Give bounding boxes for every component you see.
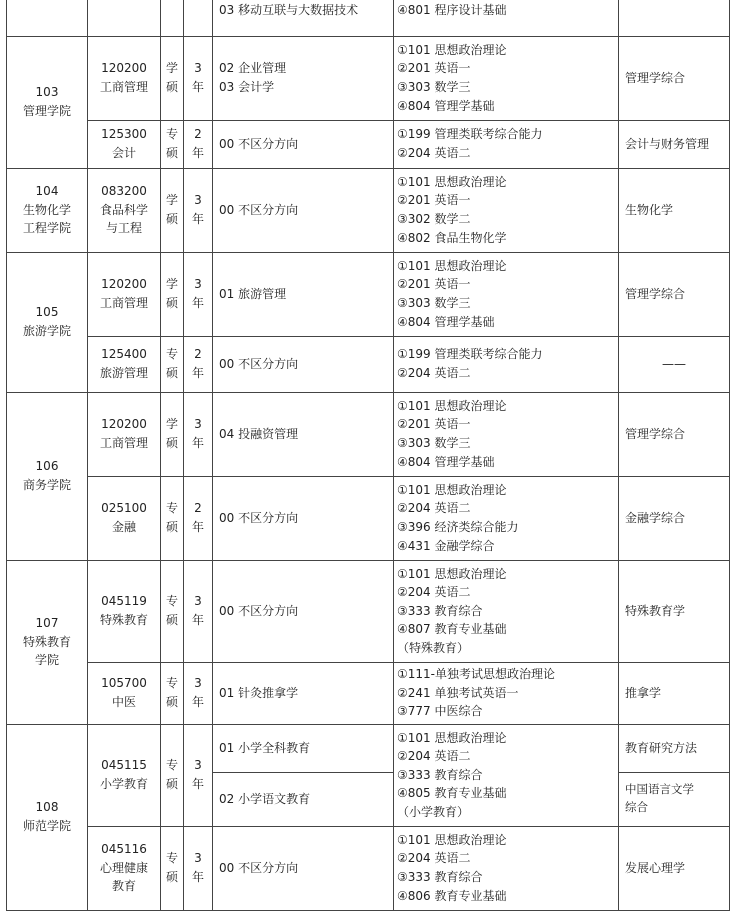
college-cell-line: 工程学院 xyxy=(22,221,71,236)
major-cell-line: 旅游管理 xyxy=(99,366,148,380)
exam-subjects-cell-line: ③303 数学三 xyxy=(397,80,471,94)
degree-type-cell xyxy=(161,560,184,662)
years-cell-line: 年 xyxy=(191,777,204,791)
college-cell xyxy=(7,252,88,392)
table-row xyxy=(7,0,730,36)
direction-cell xyxy=(213,168,394,252)
exam-subjects-cell xyxy=(394,560,619,662)
degree-type-cell xyxy=(161,392,184,476)
retest-subject-cell-line: 管理学综合 xyxy=(625,286,686,301)
retest-subject-cell xyxy=(619,336,730,392)
years-cell xyxy=(184,168,213,252)
college-cell-line: 特殊教育 xyxy=(22,634,71,649)
college-cell xyxy=(7,168,88,252)
direction-cell xyxy=(213,392,394,476)
direction-cell xyxy=(213,662,394,724)
exam-subjects-cell xyxy=(394,168,619,252)
exam-subjects-cell-line: ①199 管理类联考综合能力 xyxy=(397,347,543,362)
college-cell-line: 108 xyxy=(35,800,59,815)
direction-cell xyxy=(213,826,394,910)
exam-subjects-cell-line: ④806 教育专业基础 xyxy=(397,888,507,903)
exam-subjects-cell-line: （小学教育） xyxy=(397,804,470,819)
admission-catalog-table xyxy=(6,0,730,911)
retest-subject-cell-line: 综合 xyxy=(625,800,648,814)
direction-cell-line: 00 不区分方向 xyxy=(219,510,299,525)
retest-subject-cell-line: 中国语言文学 xyxy=(625,782,694,797)
exam-subjects-cell-line: ③333 教育综合 xyxy=(397,870,483,884)
years-cell xyxy=(184,336,213,392)
degree-type-cell-line: 硕 xyxy=(165,212,178,226)
exam-subjects-cell-line: ②201 英语一 xyxy=(397,193,471,208)
exam-subjects-cell-line: ④805 教育专业基础 xyxy=(397,786,507,801)
direction-cell xyxy=(213,772,394,826)
major-cell xyxy=(88,36,161,120)
major-cell-line: 083200 xyxy=(101,184,147,199)
direction-cell-line: 01 小学全科教育 xyxy=(219,740,311,755)
degree-type-cell-line: 硕 xyxy=(165,613,178,627)
exam-subjects-cell-line: ②204 英语二 xyxy=(397,501,471,516)
college-cell-line: 旅游学院 xyxy=(22,324,71,338)
major-cell xyxy=(88,168,161,252)
direction-cell-line: 00 不区分方向 xyxy=(219,136,299,151)
retest-subject-cell xyxy=(619,560,730,662)
years-cell-line: 3 xyxy=(194,277,202,292)
degree-type-cell-line: 硕 xyxy=(165,870,178,884)
direction-cell-line: 01 旅游管理 xyxy=(219,286,287,301)
years-cell-line: 3 xyxy=(194,851,202,866)
college-cell-line: 管理学院 xyxy=(22,104,71,118)
table-row xyxy=(7,392,730,476)
years-cell-line: 2 xyxy=(194,501,202,516)
degree-type-cell-line: 专 xyxy=(165,851,178,866)
major-cell-line: 120200 xyxy=(101,277,147,292)
exam-subjects-cell-line: ④804 管理学基础 xyxy=(397,314,495,329)
direction-cell xyxy=(213,560,394,662)
major-cell-line: 045119 xyxy=(101,594,147,609)
major-cell-line: 045115 xyxy=(101,758,147,773)
exam-subjects-cell xyxy=(394,662,619,724)
exam-subjects-cell-line: ①101 思想政治理论 xyxy=(397,398,507,413)
direction-cell-line: 00 不区分方向 xyxy=(219,202,299,217)
direction-cell xyxy=(213,724,394,772)
exam-subjects-cell-line: ①101 思想政治理论 xyxy=(397,566,507,581)
college-cell-line: 106 xyxy=(35,459,59,474)
years-cell xyxy=(184,724,213,826)
degree-type-cell-line: 硕 xyxy=(165,80,178,94)
direction-cell xyxy=(213,36,394,120)
table-row xyxy=(7,826,730,910)
exam-subjects-cell xyxy=(394,252,619,336)
degree-type-cell-line: 专 xyxy=(165,347,178,362)
degree-type-cell-line: 学 xyxy=(165,193,178,208)
degree-type-cell-line: 专 xyxy=(165,127,178,142)
retest-subject-cell xyxy=(619,36,730,120)
degree-type-cell-line: 专 xyxy=(165,676,178,691)
exam-subjects-cell-line: ④801 程序设计基础 xyxy=(397,3,507,17)
college-cell xyxy=(7,0,88,36)
degree-type-cell-line: 硕 xyxy=(165,296,178,310)
major-cell-line: 025100 xyxy=(101,501,147,516)
exam-subjects-cell-line: ②201 英语一 xyxy=(397,417,471,432)
retest-subject-cell xyxy=(619,772,730,826)
direction-cell-line: 00 不区分方向 xyxy=(219,860,299,875)
exam-subjects-cell-line: ①101 思想政治理论 xyxy=(397,730,507,745)
direction-cell xyxy=(213,476,394,560)
major-cell xyxy=(88,662,161,724)
exam-subjects-cell-line: ③333 教育综合 xyxy=(397,603,483,618)
college-cell xyxy=(7,392,88,560)
direction-cell xyxy=(213,0,394,36)
major-cell-line: 小学教育 xyxy=(99,777,148,791)
years-cell-line: 3 xyxy=(194,758,202,773)
years-cell xyxy=(184,120,213,168)
exam-subjects-cell-line: ②241 单独考试英语一 xyxy=(397,685,519,700)
table-row xyxy=(7,560,730,662)
years-cell xyxy=(184,662,213,724)
years-cell xyxy=(184,0,213,36)
degree-type-cell xyxy=(161,724,184,826)
major-cell xyxy=(88,560,161,662)
major-cell-line: 125400 xyxy=(101,347,147,362)
direction-cell xyxy=(213,336,394,392)
retest-subject-cell-line: 管理学综合 xyxy=(625,426,686,441)
exam-subjects-cell-line: ②204 英语二 xyxy=(397,851,471,866)
degree-type-cell-line: 硕 xyxy=(165,520,178,534)
table-row xyxy=(7,36,730,120)
exam-subjects-cell-line: ③777 中医综合 xyxy=(397,704,483,719)
table-row xyxy=(7,168,730,252)
major-cell-line: 105700 xyxy=(101,676,147,691)
table-row xyxy=(7,724,730,772)
college-cell-line: 107 xyxy=(35,616,59,631)
years-cell-line: 年 xyxy=(191,366,204,380)
exam-subjects-cell xyxy=(394,476,619,560)
degree-type-cell xyxy=(161,252,184,336)
major-cell-line: 工商管理 xyxy=(99,80,148,94)
direction-cell xyxy=(213,252,394,336)
years-cell xyxy=(184,36,213,120)
exam-subjects-cell-line: ③302 数学二 xyxy=(397,212,471,226)
major-cell-line: 与工程 xyxy=(105,221,142,236)
years-cell-line: 3 xyxy=(194,417,202,432)
college-cell-line: 生物化学 xyxy=(22,202,71,217)
major-cell xyxy=(88,252,161,336)
exam-subjects-cell-line: ②204 英语二 xyxy=(397,585,471,600)
major-cell xyxy=(88,392,161,476)
degree-type-cell xyxy=(161,168,184,252)
degree-type-cell xyxy=(161,36,184,120)
degree-type-cell-line: 学 xyxy=(165,61,178,76)
retest-subject-cell-line: 特殊教育学 xyxy=(625,603,686,618)
retest-subject-cell-line: 生物化学 xyxy=(625,202,674,217)
retest-subject-cell-line: 发展心理学 xyxy=(625,860,686,875)
years-cell-line: 2 xyxy=(194,127,202,142)
direction-cell xyxy=(213,120,394,168)
table-row xyxy=(7,662,730,724)
college-cell-line: 105 xyxy=(35,305,59,320)
exam-subjects-cell xyxy=(394,120,619,168)
years-cell xyxy=(184,476,213,560)
direction-cell-line: 01 针灸推拿学 xyxy=(219,685,299,700)
exam-subjects-cell-line: ③303 数学三 xyxy=(397,436,471,450)
major-cell xyxy=(88,476,161,560)
retest-subject-cell xyxy=(619,476,730,560)
college-cell-line: 104 xyxy=(35,184,59,199)
exam-subjects-cell-line: ④807 教育专业基础 xyxy=(397,622,507,637)
years-cell-line: 年 xyxy=(191,212,204,226)
degree-type-cell-line: 硕 xyxy=(165,366,178,380)
degree-type-cell xyxy=(161,662,184,724)
retest-subject-cell xyxy=(619,826,730,910)
exam-subjects-cell-line: ①101 思想政治理论 xyxy=(397,174,507,189)
years-cell-line: 年 xyxy=(191,613,204,627)
major-cell-line: 120200 xyxy=(101,417,147,432)
exam-subjects-cell-line: ①111-单独考试思想政治理论 xyxy=(397,667,555,682)
exam-subjects-cell xyxy=(394,0,619,36)
exam-subjects-cell xyxy=(394,36,619,120)
degree-type-cell-line: 专 xyxy=(165,594,178,609)
degree-type-cell-line: 学 xyxy=(165,417,178,432)
college-cell-line: 商务学院 xyxy=(22,478,71,492)
years-cell-line: 3 xyxy=(194,61,202,76)
degree-type-cell-line: 硕 xyxy=(165,146,178,160)
degree-type-cell-line: 硕 xyxy=(165,777,178,791)
retest-subject-cell-line: 金融学综合 xyxy=(625,510,686,525)
degree-type-cell-line: 专 xyxy=(165,758,178,773)
college-cell-line: 师范学院 xyxy=(22,819,71,833)
major-cell xyxy=(88,0,161,36)
exam-subjects-cell-line: ①199 管理类联考综合能力 xyxy=(397,127,543,142)
exam-subjects-cell-line: （特殊教育） xyxy=(397,640,470,655)
retest-subject-cell-line: 教育研究方法 xyxy=(625,740,698,755)
exam-subjects-cell-line: ③396 经济类综合能力 xyxy=(397,520,519,534)
degree-type-cell-line: 专 xyxy=(165,501,178,516)
exam-subjects-cell-line: ①101 思想政治理论 xyxy=(397,832,507,847)
exam-subjects-cell-line: ③333 教育综合 xyxy=(397,767,483,782)
direction-cell-line: 04 投融资管理 xyxy=(219,426,299,441)
years-cell-line: 2 xyxy=(194,347,202,362)
college-cell-line: 103 xyxy=(35,85,59,100)
exam-subjects-cell-line: ②204 英语二 xyxy=(397,366,471,380)
major-cell-line: 125300 xyxy=(101,127,147,142)
exam-subjects-cell xyxy=(394,826,619,910)
years-cell-line: 年 xyxy=(191,436,204,450)
retest-subject-cell-line: —— xyxy=(662,356,686,371)
direction-cell-line: 02 企业管理 xyxy=(219,61,287,76)
retest-subject-cell xyxy=(619,120,730,168)
college-cell-line: 学院 xyxy=(34,653,59,668)
years-cell-line: 年 xyxy=(191,80,204,94)
exam-subjects-cell-line: ④431 金融学综合 xyxy=(397,538,495,553)
retest-subject-cell-line: 推拿学 xyxy=(625,685,662,700)
direction-cell-line: 00 不区分方向 xyxy=(219,356,299,371)
major-cell xyxy=(88,724,161,826)
direction-cell-line: 02 小学语文教育 xyxy=(219,791,311,806)
college-cell xyxy=(7,36,88,168)
degree-type-cell xyxy=(161,476,184,560)
years-cell xyxy=(184,392,213,476)
degree-type-cell xyxy=(161,336,184,392)
major-cell-line: 特殊教育 xyxy=(99,613,148,627)
major-cell-line: 金融 xyxy=(111,520,136,534)
exam-subjects-cell-line: ①101 思想政治理论 xyxy=(397,258,507,273)
degree-type-cell-line: 硕 xyxy=(165,436,178,450)
exam-subjects-cell xyxy=(394,336,619,392)
major-cell xyxy=(88,336,161,392)
degree-type-cell-line: 硕 xyxy=(165,695,178,709)
major-cell-line: 工商管理 xyxy=(99,296,148,310)
major-cell-line: 教育 xyxy=(111,879,136,894)
major-cell-line: 食品科学 xyxy=(99,202,148,217)
exam-subjects-cell xyxy=(394,392,619,476)
exam-subjects-cell-line: ④804 管理学基础 xyxy=(397,454,495,469)
years-cell-line: 年 xyxy=(191,520,204,534)
table-row xyxy=(7,120,730,168)
exam-subjects-cell xyxy=(394,724,619,826)
college-cell xyxy=(7,724,88,910)
table-row xyxy=(7,336,730,392)
major-cell-line: 120200 xyxy=(101,61,147,76)
retest-subject-cell xyxy=(619,724,730,772)
degree-type-cell-line: 学 xyxy=(165,277,178,292)
years-cell-line: 年 xyxy=(191,695,204,709)
retest-subject-cell-line: 管理学综合 xyxy=(625,70,686,85)
major-cell-line: 045116 xyxy=(101,842,147,857)
exam-subjects-cell-line: ④802 食品生物化学 xyxy=(397,230,507,245)
exam-subjects-cell-line: ②204 英语二 xyxy=(397,146,471,160)
retest-subject-cell-line: 会计与财务管理 xyxy=(625,136,710,151)
exam-subjects-cell-line: ③303 数学三 xyxy=(397,296,471,310)
college-cell xyxy=(7,560,88,724)
major-cell-line: 中医 xyxy=(111,695,136,709)
retest-subject-cell xyxy=(619,0,730,36)
years-cell xyxy=(184,252,213,336)
years-cell-line: 3 xyxy=(194,676,202,691)
exam-subjects-cell-line: ②204 英语二 xyxy=(397,749,471,764)
major-cell-line: 会计 xyxy=(111,146,136,160)
degree-type-cell xyxy=(161,120,184,168)
retest-subject-cell xyxy=(619,662,730,724)
exam-subjects-cell-line: ①101 思想政治理论 xyxy=(397,42,507,57)
retest-subject-cell xyxy=(619,392,730,476)
direction-cell-line: 03 会计学 xyxy=(219,80,275,94)
exam-subjects-cell-line: ④804 管理学基础 xyxy=(397,98,495,113)
direction-cell-line: 00 不区分方向 xyxy=(219,603,299,618)
major-cell xyxy=(88,120,161,168)
exam-subjects-cell-line: ②201 英语一 xyxy=(397,61,471,76)
retest-subject-cell xyxy=(619,168,730,252)
major-cell xyxy=(88,826,161,910)
exam-subjects-cell-line: ②201 英语一 xyxy=(397,277,471,292)
years-cell-line: 3 xyxy=(194,594,202,609)
years-cell-line: 年 xyxy=(191,870,204,884)
degree-type-cell xyxy=(161,826,184,910)
direction-cell-line: 03 移动互联与大数据技术 xyxy=(219,3,359,17)
major-cell-line: 工商管理 xyxy=(99,436,148,450)
years-cell-line: 年 xyxy=(191,146,204,160)
exam-subjects-cell-line: ①101 思想政治理论 xyxy=(397,482,507,497)
years-cell-line: 年 xyxy=(191,296,204,310)
years-cell xyxy=(184,826,213,910)
table-row xyxy=(7,252,730,336)
retest-subject-cell xyxy=(619,252,730,336)
degree-type-cell xyxy=(161,0,184,36)
major-cell-line: 心理健康 xyxy=(99,860,148,875)
years-cell-line: 3 xyxy=(194,193,202,208)
years-cell xyxy=(184,560,213,662)
table-row xyxy=(7,476,730,560)
